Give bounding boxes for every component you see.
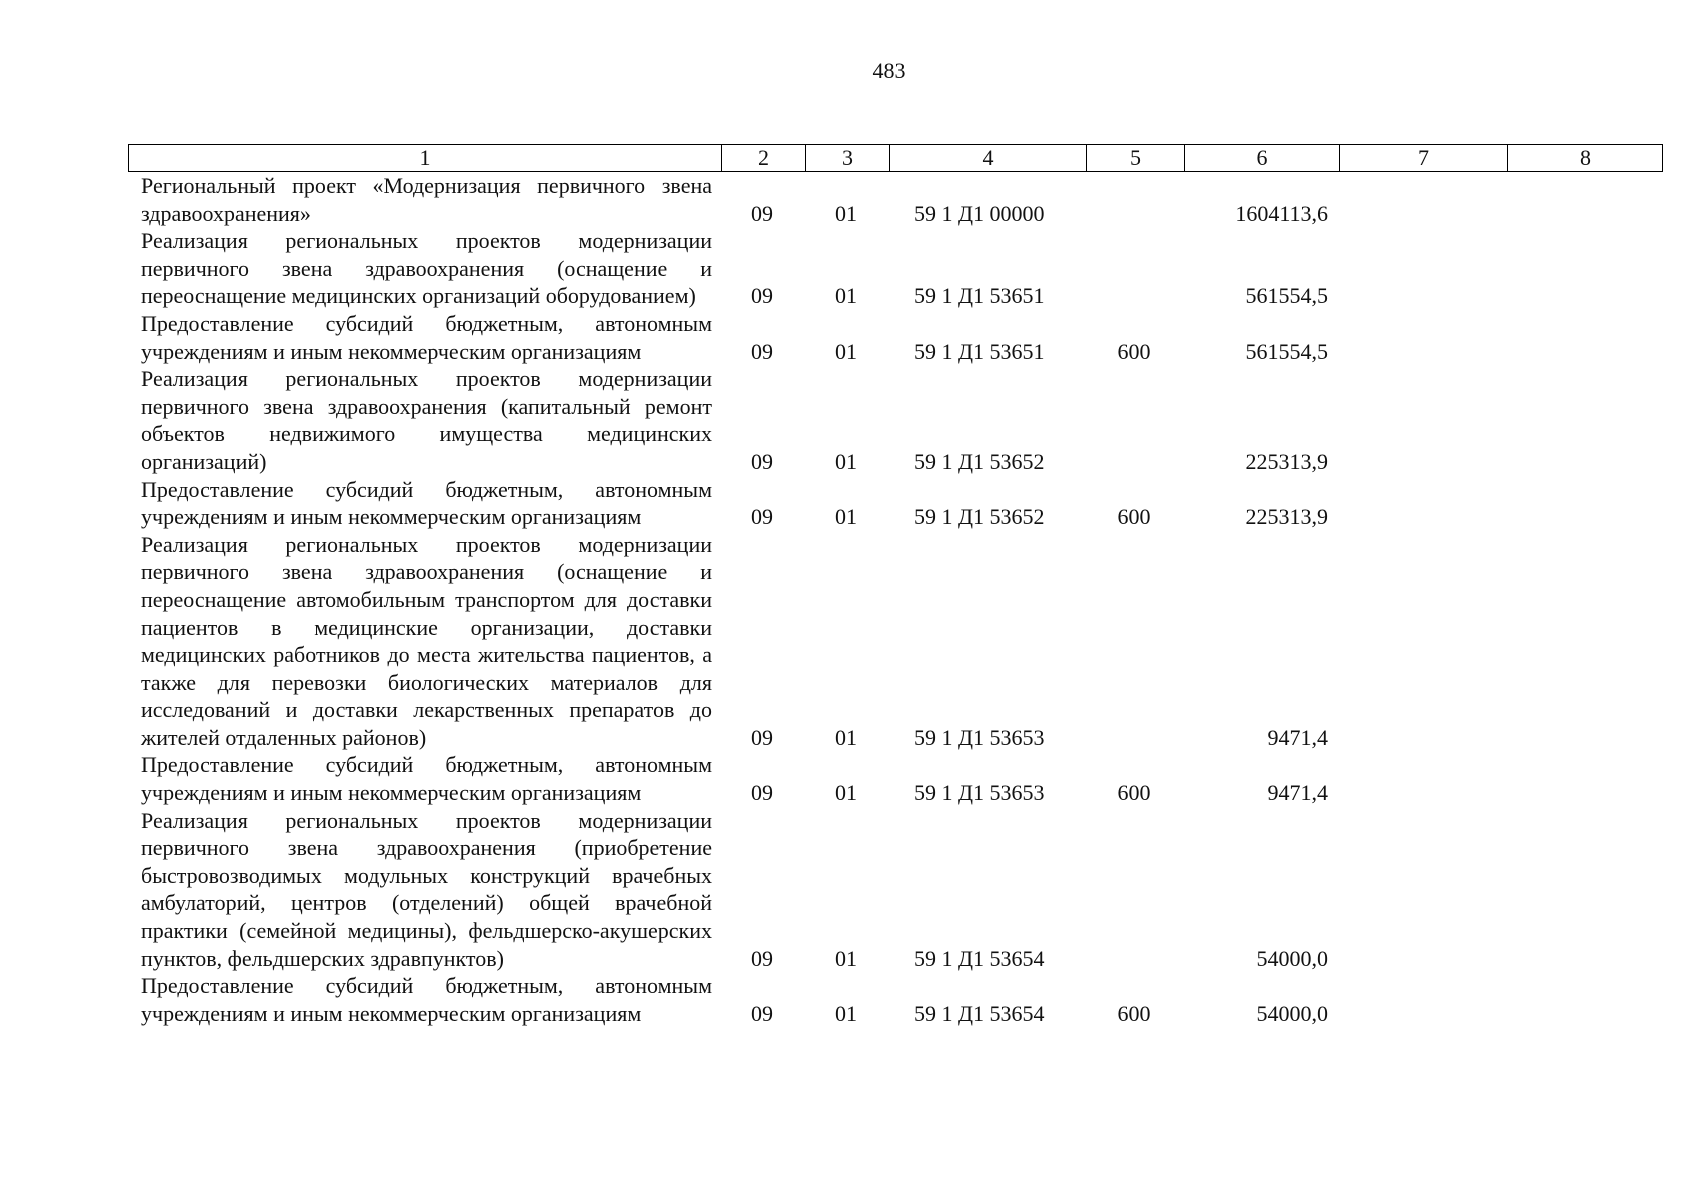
row-target-code: 59 1 Д1 53651 (914, 338, 1045, 364)
row-section: 09 (751, 448, 773, 474)
row-subsection: 01 (835, 338, 857, 364)
row-amount: 225313,9 (1245, 448, 1328, 474)
row-subsection: 01 (835, 780, 857, 806)
header-col-3: 3 (805, 145, 889, 171)
row-amount: 1604113,6 (1235, 200, 1328, 226)
row-subsection: 01 (835, 724, 857, 750)
row-section: 09 (751, 1000, 773, 1026)
table-header-row (128, 144, 1663, 172)
row-expense-type: 600 (1117, 780, 1151, 806)
row-subsection: 01 (835, 945, 857, 971)
row-amount: 9471,4 (1267, 724, 1328, 750)
row-subsection: 01 (835, 504, 857, 530)
row-section: 09 (751, 780, 773, 806)
row-target-code: 59 1 Д1 53653 (914, 724, 1045, 750)
budget-table (128, 144, 1663, 1027)
row-name: Региональный проект «Модернизация первичного звена здравоохранения» (141, 173, 712, 226)
row-target-code: 59 1 Д1 53651 (914, 283, 1045, 309)
row-target-code: 59 1 Д1 00000 (914, 200, 1045, 226)
row-amount: 9471,4 (1267, 780, 1328, 806)
row-section: 09 (751, 338, 773, 364)
header-col-4: 4 (889, 145, 1086, 171)
row-amount: 54000,0 (1256, 945, 1328, 971)
row-name: Реализация региональных проектов модернизации первичного звена здравоохранения (капитальный ремонт объектов недвижимого имущества медицинских организаций) (141, 366, 712, 474)
row-expense-type: 600 (1117, 504, 1151, 530)
row-section: 09 (751, 504, 773, 530)
table-row (128, 476, 1663, 531)
row-section: 09 (751, 945, 773, 971)
row-target-code: 59 1 Д1 53652 (914, 448, 1045, 474)
row-name: Реализация региональных проектов модернизации первичного звена здравоохранения (оснащение и переоснащение медицинских организаций оборудованием) (141, 228, 712, 309)
row-target-code: 59 1 Д1 53653 (914, 780, 1045, 806)
header-col-2: 2 (721, 145, 805, 171)
row-section: 09 (751, 724, 773, 750)
row-name: Предоставление субсидий бюджетным, автономным учреждениям и иным некоммерческим организациям (141, 973, 712, 1026)
row-section: 09 (751, 200, 773, 226)
row-name: Предоставление субсидий бюджетным, автономным учреждениям и иным некоммерческим организациям (141, 310, 712, 364)
row-name: Предоставление субсидий бюджетным, автономным учреждениям и иным некоммерческим организациям (141, 752, 712, 806)
row-amount: 225313,9 (1245, 504, 1328, 530)
row-section: 09 (751, 283, 773, 309)
header-col-1: 1 (419, 145, 431, 170)
row-target-code: 59 1 Д1 53652 (914, 504, 1045, 530)
row-name: Реализация региональных проектов модернизации первичного звена здравоохранения (приобретение быстровозводимых модульных конструкций врачебных амбулаторий, центров (отделений) общей врачебной практики (семейной медицины), фельдшерско-акушерских пунктов, фельдшерских здравпунктов) (141, 807, 712, 971)
row-expense-type: 600 (1117, 1000, 1151, 1026)
row-subsection: 01 (835, 200, 857, 226)
row-name: Предоставление субсидий бюджетным, автономным учреждениям и иным некоммерческим организациям (141, 476, 712, 530)
row-expense-type: 600 (1117, 338, 1151, 364)
page-number: 483 (872, 58, 906, 83)
row-target-code: 59 1 Д1 53654 (914, 1000, 1045, 1026)
row-subsection: 01 (835, 1000, 857, 1026)
table-body (128, 172, 1663, 1027)
row-subsection: 01 (835, 283, 857, 309)
row-amount: 54000,0 (1256, 1000, 1328, 1026)
header-col-6: 6 (1184, 145, 1339, 171)
table-row (128, 227, 1663, 310)
header-col-8: 8 (1507, 145, 1663, 171)
table-row (128, 365, 1663, 475)
table-row (128, 172, 1663, 227)
table-row (128, 310, 1663, 365)
table-row (128, 807, 1663, 973)
row-name: Реализация региональных проектов модернизации первичного звена здравоохранения (оснащение и переоснащение автомобильным транспортом для доставки пациентов в медицинские организации, доставки медицинских работников до места жительства пациентов, а также для перевозки биологических материалов для исследований и доставки лекарственных препаратов до жителей отдаленных районов) (141, 531, 712, 750)
row-amount: 561554,5 (1245, 338, 1328, 364)
table-row (128, 751, 1663, 806)
table-row (128, 531, 1663, 752)
table-row (128, 972, 1663, 1027)
header-col-5: 5 (1086, 145, 1184, 171)
row-amount: 561554,5 (1245, 283, 1328, 309)
row-subsection: 01 (835, 448, 857, 474)
header-col-7: 7 (1339, 145, 1507, 171)
row-target-code: 59 1 Д1 53654 (914, 945, 1045, 971)
